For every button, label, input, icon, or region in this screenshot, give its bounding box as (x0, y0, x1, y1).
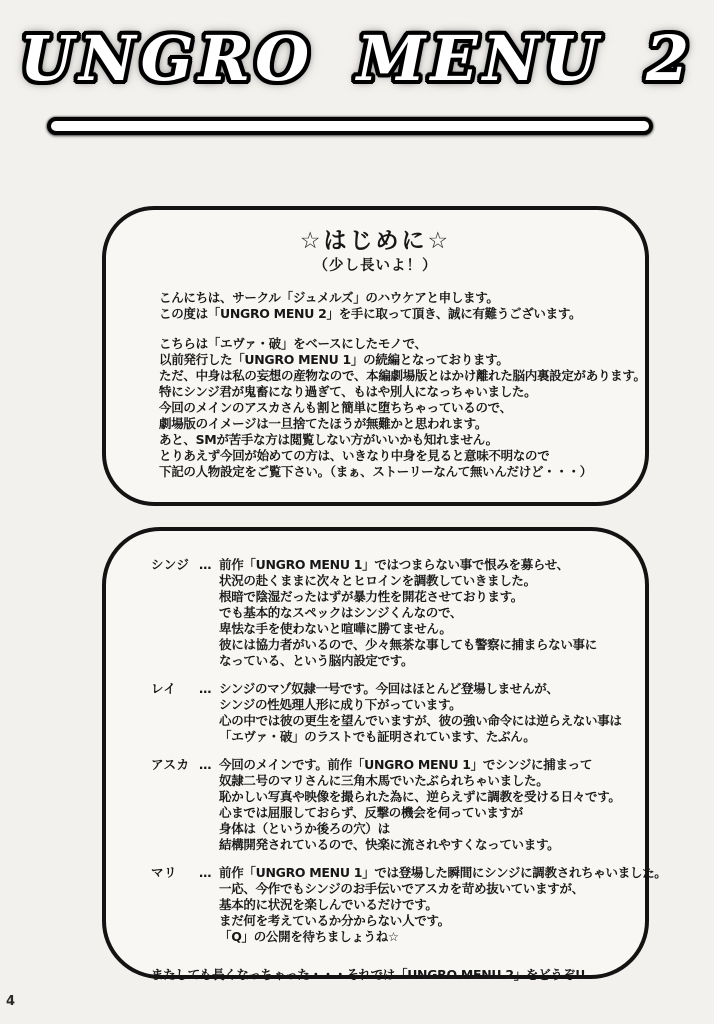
page-title: UNGRO MENU 2 (19, 22, 695, 95)
ellipsis-separator: … (199, 557, 212, 572)
character-name: アスカ (151, 757, 190, 772)
character-entry-shinji (151, 557, 639, 669)
text-line: 前作「UNGRO MENU 1」では登場した瞬間にシンジに調教されちゃいました。 (219, 865, 667, 880)
intro-subheading: （少し長いよ！） (313, 258, 438, 274)
character-description (219, 681, 639, 745)
character-entry-rei (151, 681, 639, 745)
text-line: 一応、今作でもシンジのお手伝いでアスカを苛め抜いていますが、 (219, 881, 584, 896)
text-line: 心までは屈服しておらず、反撃の機会を伺っていますが (219, 805, 524, 820)
text-line: この度は「UNGRO MENU 2」を手に取って頂き、誠に有難うございます。 (159, 306, 582, 321)
text-line: 下記の人物設定をご覧下さい。（まぁ、ストーリーなんて無いんだけど・・・） (159, 464, 592, 479)
text-line: 恥かしい写真や映像を撮られた為に、逆らえずに調教を受ける日々です。 (219, 789, 621, 804)
text-line: こんにちは、サークル「ジュメルズ」のハウケアと申します。 (159, 290, 499, 305)
character-entry-mari (151, 865, 667, 945)
ellipsis-separator: … (199, 865, 212, 880)
text-line: 「エヴァ・破」のラストでも証明されています、たぶん。 (219, 729, 536, 744)
text-line: 前作「UNGRO MENU 1」ではつまらない事で恨みを募らせ、 (219, 557, 569, 572)
text-line: とりあえず今回が始めての方は、いきなり中身を見ると意味不明なので (159, 448, 550, 463)
text-line: あと、SMが苦手な方は閲覧しない方がいいかも知れません。 (159, 432, 498, 447)
text-line: まだ何を考えているか分からない人です。 (219, 913, 450, 928)
text-line: 心の中では彼の更生を望んでいますが、彼の強い命令には逆らえない事は (219, 713, 622, 728)
text-line: 卑怯な手を使わないと喧嘩に勝てません。 (219, 621, 452, 636)
character-name: シンジ (151, 557, 190, 572)
text-line: 根暗で陰湿だったはずが暴力性を開花させております。 (219, 589, 524, 604)
character-profiles-box (102, 527, 667, 982)
text-line: シンジのマゾ奴隷一号です。今回はほとんど登場しませんが、 (219, 681, 559, 696)
text-line: 今回のメインです。前作「UNGRO MENU 1」でシンジに捕まって (219, 757, 593, 772)
text-line: 基本的に状況を楽しんでいるだけです。 (219, 897, 438, 912)
text-line: でも基本的なスペックはシンジくんなので、 (219, 605, 463, 620)
text-line: シンジの性処理人形に成り下がっています。 (219, 697, 462, 712)
text-line: こちらは「エヴァ・破」をベースにしたモノで、 (159, 336, 427, 351)
character-description (219, 757, 639, 853)
text-line: 彼には協力者がいるので、少々無茶な事しても警察に捕まらない事に (219, 637, 597, 652)
text-line: ただ、中身は私の妄想の産物なので、本編劇場版とはかけ離れた脳内裏設定があります。 (159, 368, 646, 383)
text-line: 「Q」の公開を待ちましょうね☆ (219, 929, 399, 944)
character-description (219, 557, 639, 669)
character-entries (106, 557, 667, 945)
text-line: 今回のメインのアスカさんも割と簡単に堕ちちゃっているので、 (159, 400, 512, 415)
title-banner (0, 16, 714, 102)
page-number: 4 (6, 994, 16, 1009)
character-entry-asuka (151, 757, 639, 853)
title-underline-rule (47, 117, 653, 135)
intro-box (102, 206, 649, 506)
character-name: マリ (151, 865, 178, 880)
text-line: 以前発行した「UNGRO MENU 1」の続編となっております。 (159, 352, 509, 367)
character-description (219, 865, 667, 945)
ellipsis-separator: … (199, 757, 212, 772)
text-line: 劇場版のイメージは一旦捨てたほうが無難かと思われます。 (159, 416, 488, 431)
text-line: 身体は（というか後ろの穴）は (219, 821, 390, 836)
text-line: 特にシンジ君が鬼畜になり過ぎて、もはや別人になっちゃいました。 (159, 384, 537, 399)
text-line: 結構開発されているので、快楽に流されやすくなっています。 (219, 837, 560, 852)
text-line: 奴隷二号のマリさんに三角木馬でいたぶられちゃいました。 (219, 773, 549, 788)
intro-paragraph-2 (159, 336, 646, 480)
ellipsis-separator: … (199, 681, 212, 696)
intro-heading: ☆はじめに☆ (299, 228, 452, 254)
intro-paragraph-1 (159, 290, 637, 322)
character-name: レイ (151, 681, 177, 696)
closing-remark: またしても長くなっちゃった・・・それでは「UNGRO MENU 2」をどうぞ!! (151, 967, 586, 982)
text-line: なっている、という脳内設定です。 (219, 653, 414, 668)
text-line: 状況の赴くままに次々とヒロインを調教していきました。 (219, 573, 536, 588)
